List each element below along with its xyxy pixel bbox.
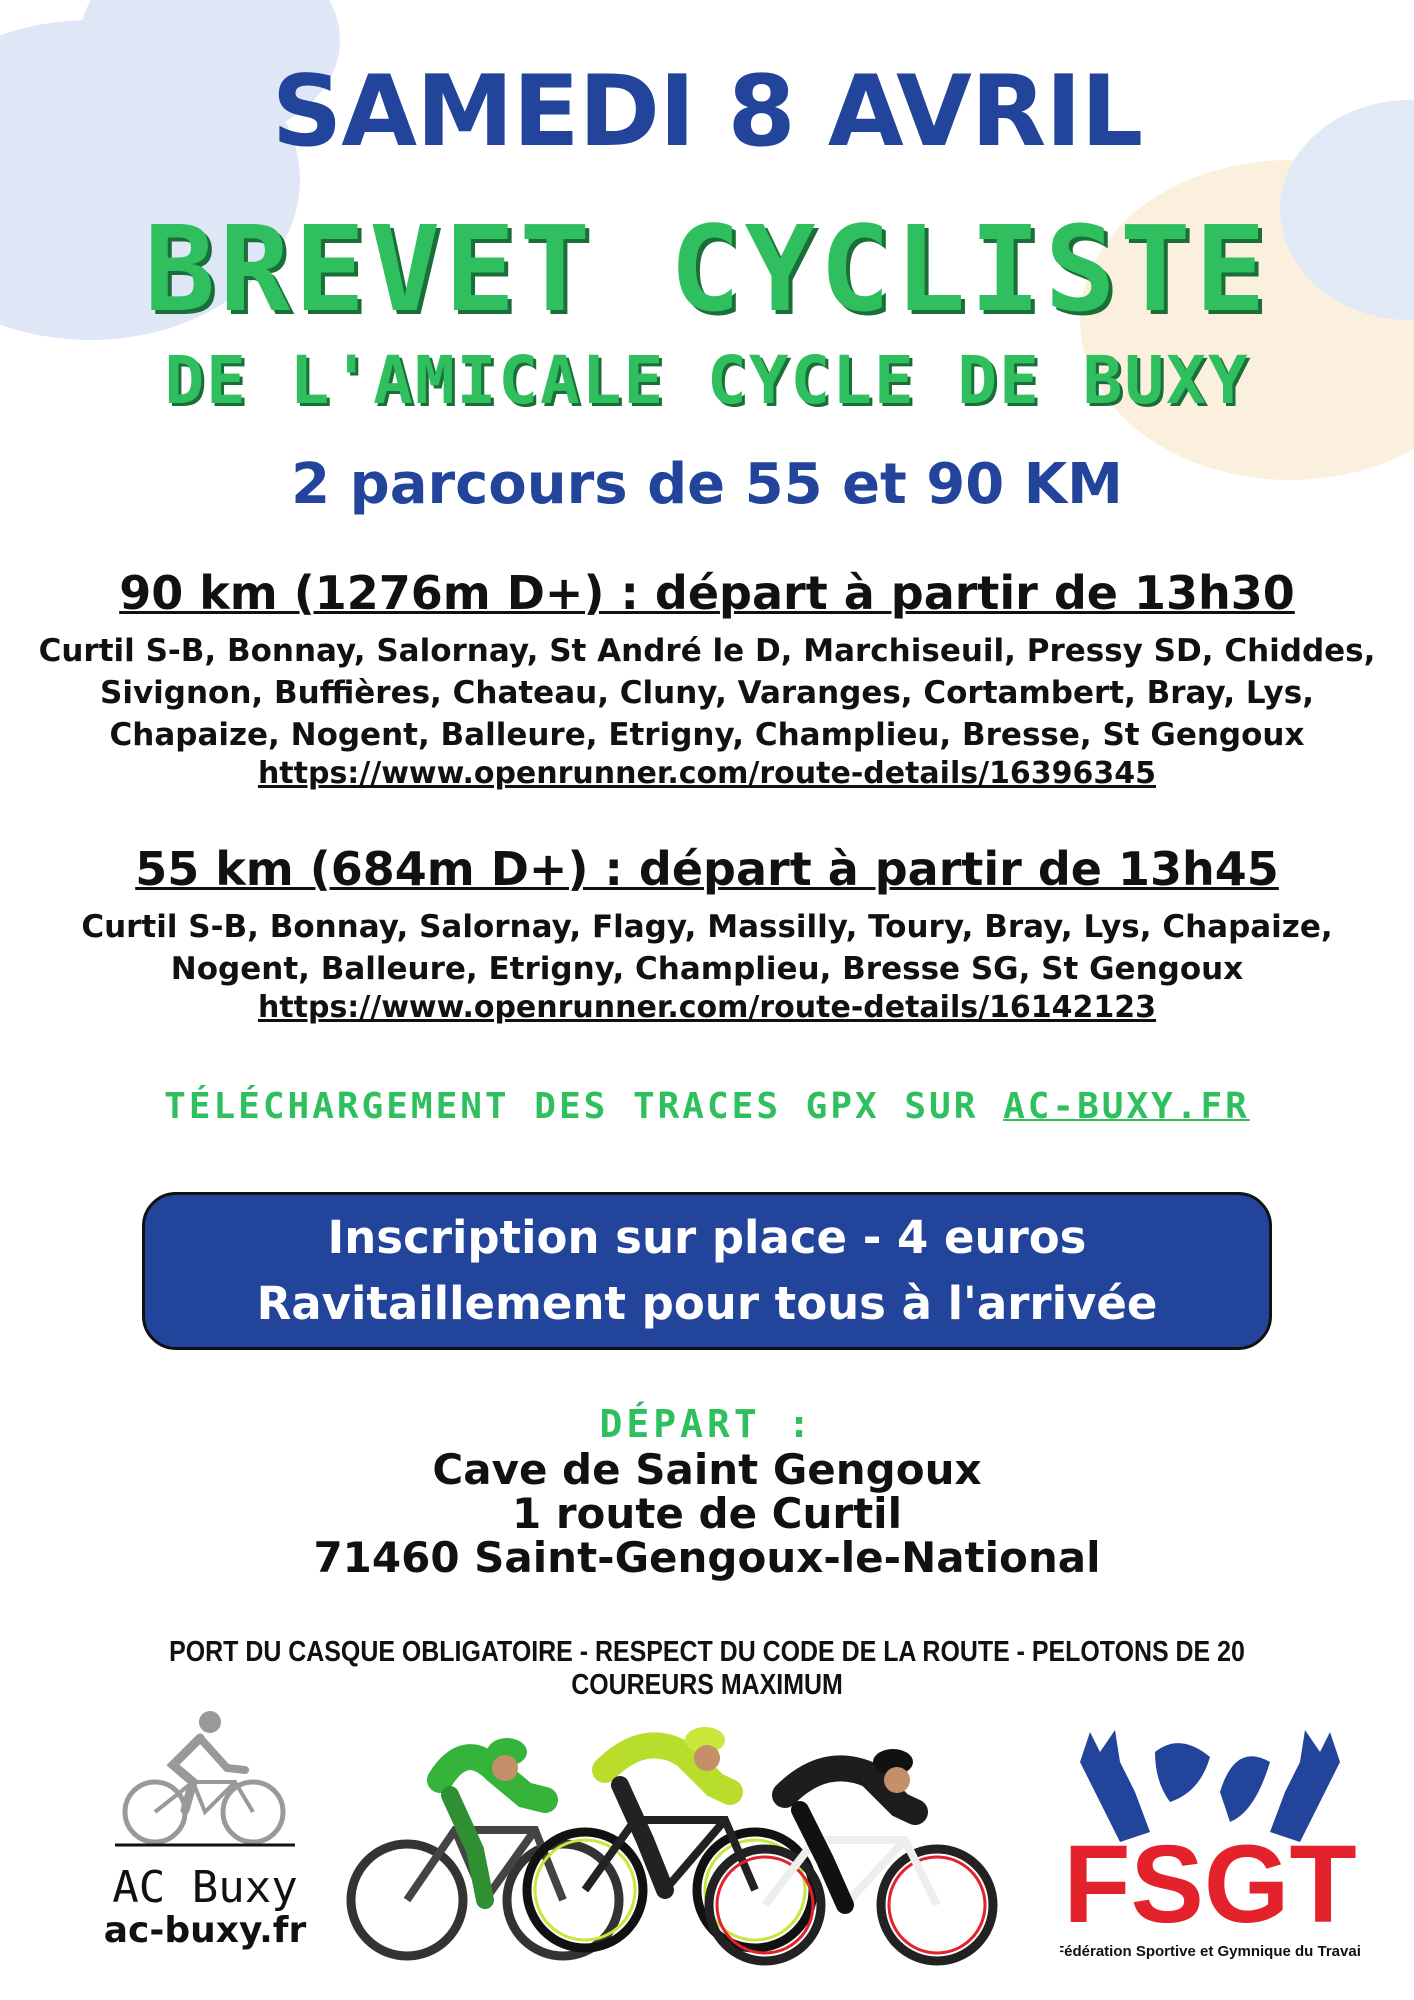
registration-fee: Inscription sur place - 4 euros <box>327 1211 1087 1264</box>
event-date: SAMEDI 8 AVRIL <box>271 55 1143 169</box>
route-55-block <box>0 842 1414 1025</box>
route-90-heading: 90 km (1276m D+) : départ à partir de 13h30 <box>119 566 1295 620</box>
cyclist-red-rider <box>709 1749 993 1961</box>
route-90-towns-line: Chapaize, Nogent, Balleure, Etrigny, Champlieu, Bresse, St Gengoux <box>109 717 1305 753</box>
route-55-link[interactable]: https://www.openrunner.com/route-details/16142123 <box>257 990 1157 1025</box>
cyclist-yellow-rider <box>527 1727 813 1948</box>
gpx-download-line <box>0 1086 1414 1127</box>
safety-rules: PORT DU CASQUE OBLIGATOIRE - RESPECT DU CODE DE LA ROUTE - PELOTONS DE 20 COUREURS MAXIMUM <box>169 1636 1245 1701</box>
gpx-site-link[interactable]: AC-BUXY.FR <box>1003 1086 1250 1127</box>
route-55-heading: 55 km (684m D+) : départ à partir de 13h45 <box>135 842 1279 896</box>
cyclist-green-rider <box>351 1738 619 1956</box>
route-55-towns-line: Curtil S-B, Bonnay, Salornay, Flagy, Massilly, Toury, Bray, Lys, Chapaize, <box>81 909 1333 945</box>
route-90-towns-line: Curtil S-B, Bonnay, Salornay, St André le D, Marchiseuil, Pressy SD, Chiddes, <box>38 633 1376 669</box>
depart-address-line: Cave de Saint Gengoux <box>432 1445 982 1494</box>
registration-banner <box>142 1192 1272 1350</box>
depart-address <box>0 1445 1414 1582</box>
fsgt-hands-icon <box>1060 1722 1360 1962</box>
refreshment-info: Ravitaillement pour tous à l'arrivée <box>256 1277 1158 1330</box>
depart-label: DÉPART : <box>599 1402 815 1446</box>
ac-buxy-site: ac-buxy.fr <box>103 1910 307 1951</box>
route-55-towns-line: Nogent, Balleure, Etrigny, Champlieu, Bresse SG, St Gengoux <box>170 951 1244 987</box>
ac-buxy-name: AC Buxy <box>112 1862 298 1913</box>
club-name: DE L'AMICALE CYCLE DE BUXY <box>164 342 1250 419</box>
fsgt-acronym: FSGT <box>1063 1823 1357 1946</box>
route-90-link[interactable]: https://www.openrunner.com/route-details/16396345 <box>257 756 1157 791</box>
fsgt-logo <box>1060 1722 1360 1962</box>
ac-buxy-logo <box>95 1690 315 1960</box>
routes-summary: 2 parcours de 55 et 90 KM <box>291 452 1123 517</box>
cyclist-logo-icon <box>95 1690 315 1860</box>
route-90-block <box>0 566 1414 791</box>
depart-address-line: 71460 Saint-Gengoux-le-National <box>313 1533 1101 1582</box>
event-title: BREVET CYCLISTE <box>144 200 1270 338</box>
cyclists-illustration <box>345 1700 1005 1970</box>
route-90-towns-line: Sivignon, Buffières, Chateau, Cluny, Varanges, Cortambert, Bray, Lys, <box>100 675 1314 711</box>
gpx-text: TÉLÉCHARGEMENT DES TRACES GPX SUR <box>164 1086 1004 1127</box>
depart-address-line: 1 route de Curtil <box>512 1489 902 1538</box>
fsgt-full-name: Fédération Sportive et Gymnique du Travail <box>1060 1943 1360 1960</box>
